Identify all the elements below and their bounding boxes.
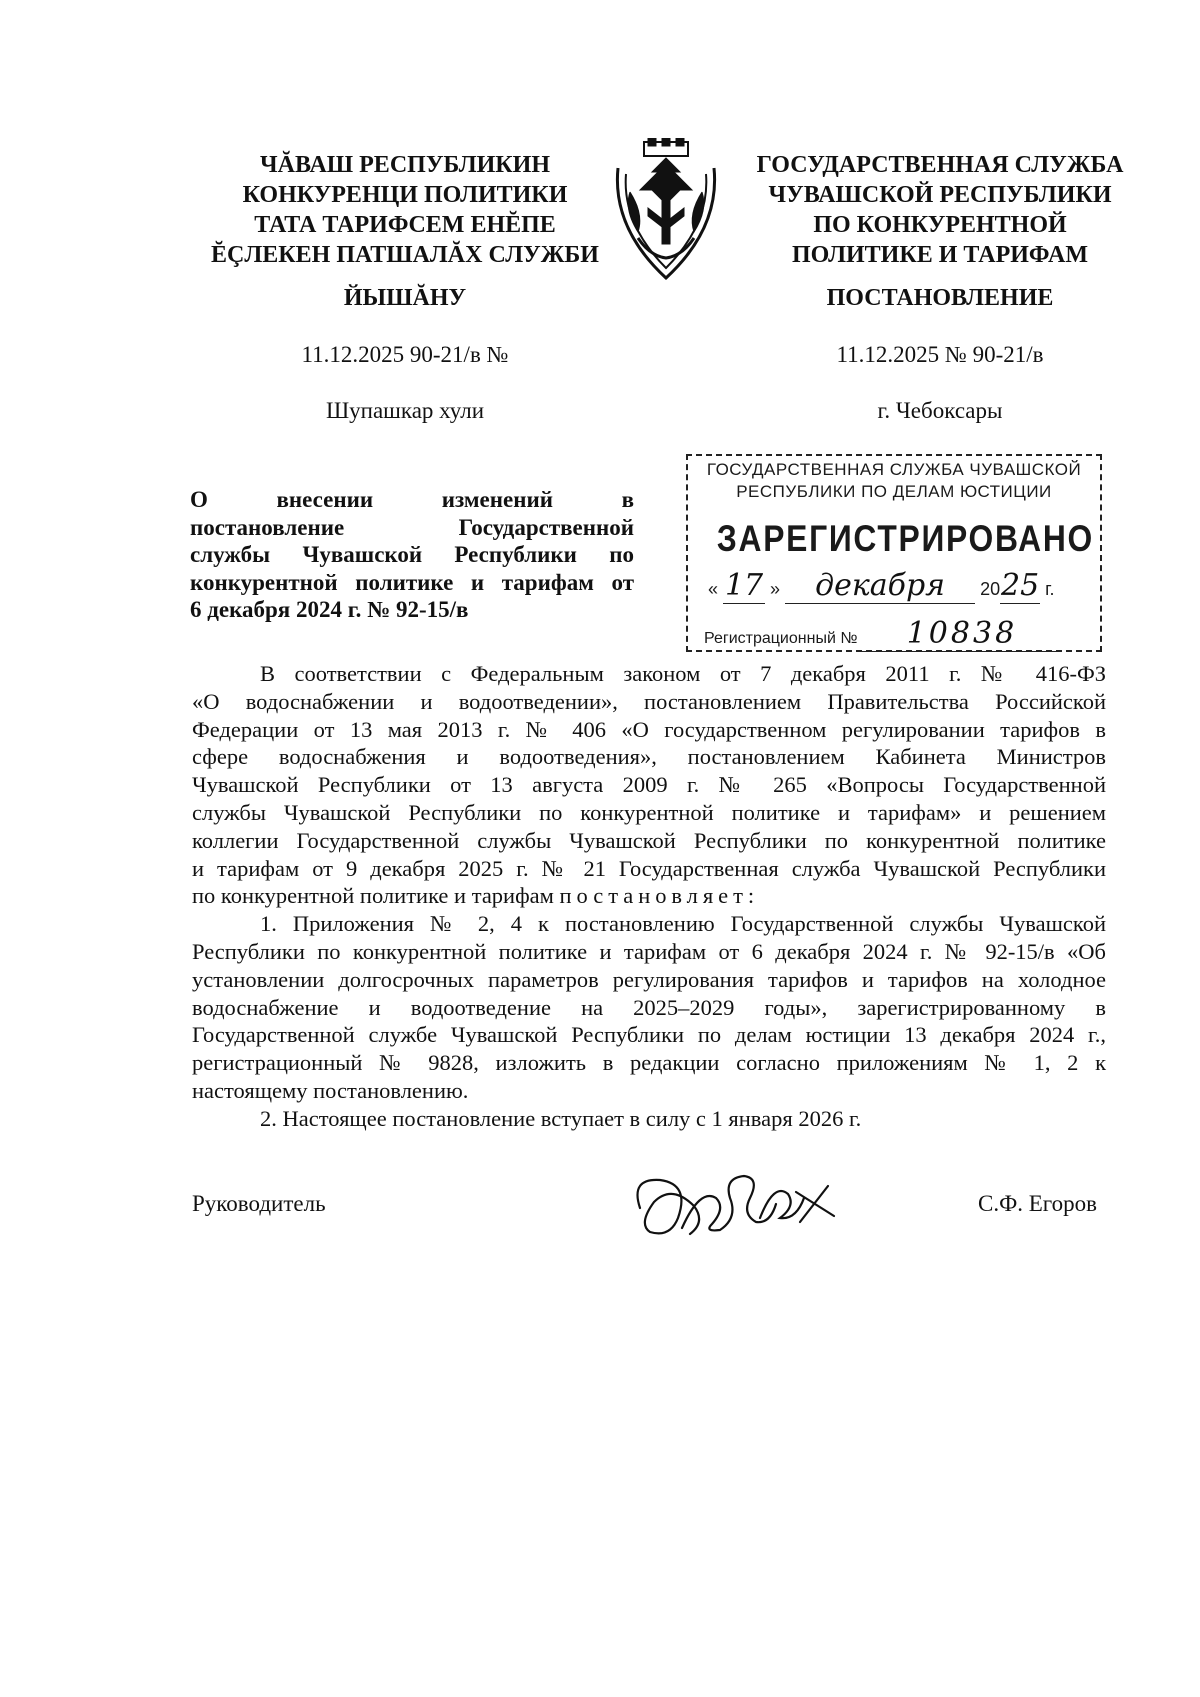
stamp-month: декабря (785, 568, 975, 604)
body-line: коллегии Государственной службы Чувашской Республики по конкурентной политике (192, 827, 1106, 853)
document-body (192, 660, 1106, 1133)
stamp-authority-line: РЕСПУБЛИКИ ПО ДЕЛАМ ЮСТИЦИИ (736, 482, 1052, 501)
body-resolution-word: постановляет: (559, 883, 760, 909)
header-right-line: ПО КОНКУРЕНТНОЙ (813, 212, 1067, 238)
stamp-year-prefix: 20 (980, 579, 1001, 599)
city-chuvash: Шупашкар хули (325, 398, 485, 423)
subject-line: конкурентной политике и тарифам от (190, 569, 634, 595)
stamp-date-row (708, 568, 1055, 604)
body-line: Федерации от 13 мая 2013 г. № 406 «О государственном регулировании тарифов в (192, 716, 1106, 742)
doc-number-russian: 11.12.2025 № 90-21/в (836, 342, 1044, 367)
body-line-prefix: по конкурентной политике и тарифам (192, 883, 554, 909)
body-line: службы Чувашской Республики по конкурентной политике и тарифам» и решением (192, 799, 1106, 825)
body-line: Чувашской Республики от 13 августа 2009 г. № 265 «Вопросы Государственной (192, 772, 1106, 798)
body-line (192, 882, 1106, 910)
body-line: 1. Приложения № 2, 4 к постановлению Государственной службы Чувашской (260, 911, 1106, 937)
header-right-line: ГОСУДАРСТВЕННАЯ СЛУЖБА (756, 152, 1124, 178)
header-left-line: ТАТА ТАРИФСЕМ ЕНĔПЕ (254, 212, 556, 238)
signatory-position: Руководитель (192, 1191, 326, 1216)
body-line: настоящему постановлению. (192, 1077, 469, 1103)
body-line: и тарифам от 9 декабря 2025 г. № 21 Государственная служба Чувашской Республики (192, 855, 1106, 881)
stamp-status: ЗАРЕГИСТРИРОВАНО (716, 518, 1095, 559)
subject-line: О внесении изменений в (190, 487, 634, 512)
header-right-authority (740, 150, 1140, 270)
city-russian: г. Чебоксары (877, 398, 1003, 423)
document-subject (190, 486, 634, 624)
header-left-line: ĔÇЛЕКЕН ПАТШАЛĂХ СЛУЖБИ (211, 242, 599, 268)
body-line: Государственной службе Чувашской Республики по делам юстиции 13 декабря 2024 г., (192, 1022, 1106, 1048)
stamp-reg-number: 10838 (862, 616, 1062, 652)
subject-line: службы Чувашской Республики по (190, 542, 634, 567)
stamp-quote-open: « (708, 579, 719, 599)
body-line: Республики по конкурентной политике и тарифам от 6 декабря 2024 г. № 92-15/в «Об (192, 938, 1106, 964)
header-left-line: КОНКУРЕНЦИ ПОЛИТИКИ (242, 182, 568, 208)
header-left-line: ЧĂВАШ РЕСПУБЛИКИН (260, 152, 550, 178)
doc-type-chuvash: ЙЫШĂНУ (343, 285, 467, 311)
body-line: регистрационный № 9828, изложить в редакции согласно приложениям № 1, 2 к (192, 1050, 1106, 1076)
doc-number-chuvash: 11.12.2025 90-21/в № (301, 342, 509, 367)
handwritten-signature-icon (620, 1158, 850, 1248)
registration-stamp (686, 454, 1102, 652)
body-line: 2. Настоящее постановление вступает в силу с 1 января 2026 г. (260, 1105, 862, 1131)
header-left-authority (210, 150, 600, 270)
stamp-year-unit: г. (1045, 579, 1055, 599)
stamp-reg-label: Регистрационный № (704, 630, 858, 647)
chuvash-emblem-icon (604, 138, 728, 286)
stamp-authority-line: ГОСУДАРСТВЕННАЯ СЛУЖБА ЧУВАШСКОЙ (706, 460, 1082, 479)
stamp-quote-close: » (770, 579, 781, 599)
stamp-day: 17 (724, 568, 764, 603)
signatory-name: С.Ф. Егоров (978, 1191, 1098, 1216)
stamp-reg-row (704, 616, 1062, 652)
stamp-year-suffix: 25 (1001, 568, 1040, 603)
body-line: установлении долгосрочных параметров регулирования тарифов и тарифов на холодное (192, 966, 1106, 992)
body-line: В соответствии с Федеральным законом от 7 декабря 2011 г. № 416-ФЗ (260, 661, 1106, 686)
doc-type-russian: ПОСТАНОВЛЕНИЕ (826, 285, 1054, 311)
subject-line: постановление Государственной (190, 514, 634, 540)
body-line: «О водоснабжении и водоотведении», постановлением Правительства Российской (192, 688, 1106, 714)
body-line: водоснабжение и водоотведение на 2025–2029 годы», зарегистрированному в (192, 994, 1106, 1020)
header-right-line: ЧУВАШСКОЙ РЕСПУБЛИКИ (768, 182, 1112, 208)
subject-line: 6 декабря 2024 г. № 92-15/в (190, 597, 469, 622)
header-right-line: ПОЛИТИКЕ И ТАРИФАМ (791, 242, 1088, 268)
body-line: сфере водоснабжения и водоотведения», постановлением Кабинета Министров (192, 744, 1106, 770)
